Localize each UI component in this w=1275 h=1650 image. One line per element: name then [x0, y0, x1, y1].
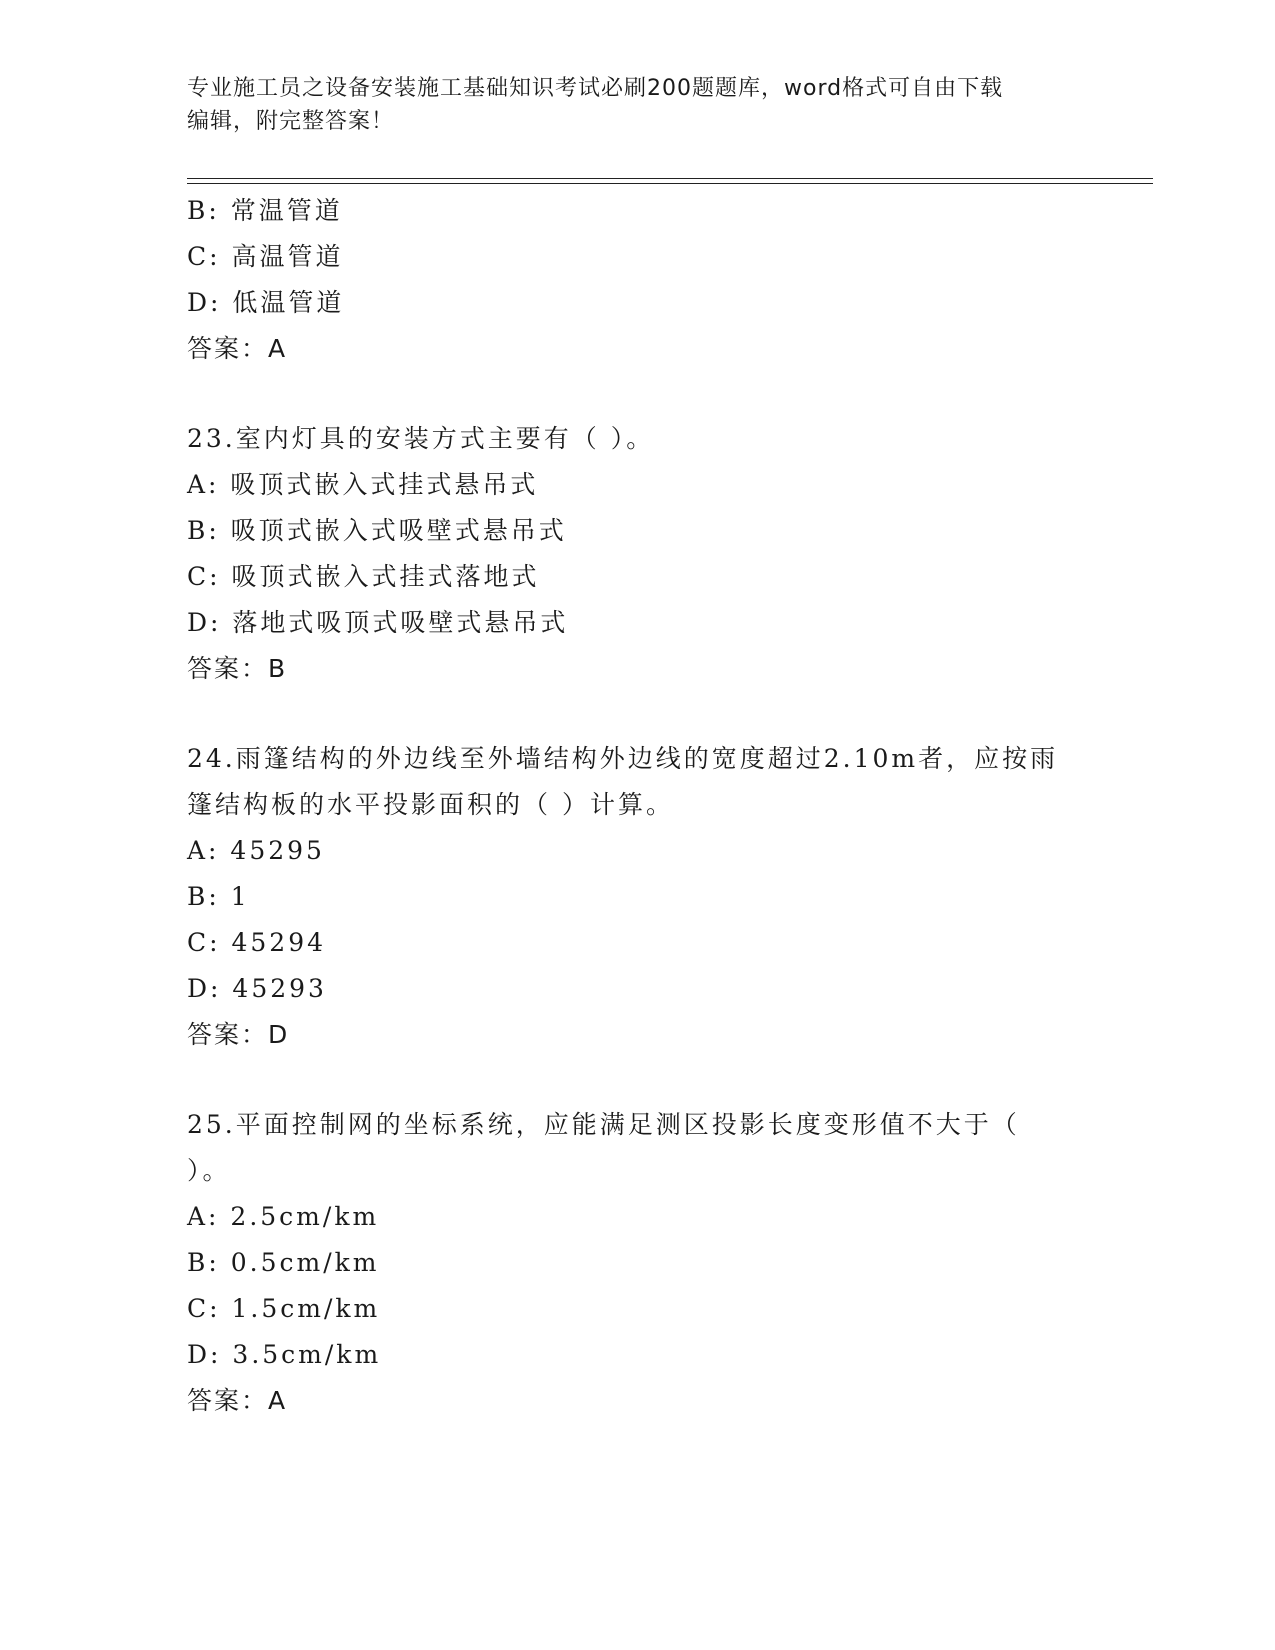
option-c: C: 吸顶式嵌入式挂式落地式: [187, 562, 540, 591]
option-c: C: 高温管道: [187, 242, 344, 271]
option-d: D: 3.5cm/km: [187, 1340, 382, 1369]
option-a: A: 45295: [187, 836, 325, 865]
option-d: D: 落地式吸顶式吸壁式悬吊式: [187, 608, 569, 637]
header-title-line-2: 编辑，附完整答案！: [187, 109, 395, 134]
question-gap: [187, 1058, 1087, 1102]
question-content: [187, 188, 1087, 1424]
option-c: C: 45294: [187, 928, 327, 957]
option-b: B: 1: [187, 882, 250, 911]
question-23: [187, 416, 1087, 692]
question-title-line-1: 25.平面控制网的坐标系统，应能满足测区投影长度变形值不大于（: [187, 1110, 1020, 1139]
question-title-line-2: ）。: [187, 1156, 231, 1185]
answer-line: 答案：A: [187, 1386, 288, 1415]
question-title-line-1: 24.雨篷结构的外边线至外墙结构外边线的宽度超过2.10m者，应按雨: [187, 744, 1059, 773]
option-d: D: 低温管道: [187, 288, 345, 317]
option-b: B: 常温管道: [187, 196, 343, 225]
answer-line: 答案：B: [187, 654, 288, 683]
option-a: A: 吸顶式嵌入式挂式悬吊式: [187, 470, 539, 499]
document-header: [187, 72, 1077, 138]
question-22-tail: [187, 188, 1087, 372]
question-gap: [187, 372, 1087, 416]
header-title-line-1: 专业施工员之设备安装施工基础知识考试必刷200题题库，word格式可自由下载: [187, 76, 1004, 101]
question-title-line-2: 篷结构板的水平投影面积的（ ）计算。: [187, 790, 674, 819]
answer-line: 答案：D: [187, 1020, 290, 1049]
option-b: B: 0.5cm/km: [187, 1248, 380, 1277]
question-25: [187, 1102, 1087, 1424]
option-d: D: 45293: [187, 974, 327, 1003]
header-rule-top: [187, 178, 1153, 179]
option-c: C: 1.5cm/km: [187, 1294, 381, 1323]
option-a: A: 2.5cm/km: [187, 1202, 380, 1231]
question-24: [187, 736, 1087, 1058]
answer-line: 答案：A: [187, 334, 288, 363]
question-title: 23.室内灯具的安装方式主要有（ ）。: [187, 424, 655, 453]
question-gap: [187, 692, 1087, 736]
option-b: B: 吸顶式嵌入式吸壁式悬吊式: [187, 516, 567, 545]
header-rule-bottom: [187, 183, 1153, 184]
